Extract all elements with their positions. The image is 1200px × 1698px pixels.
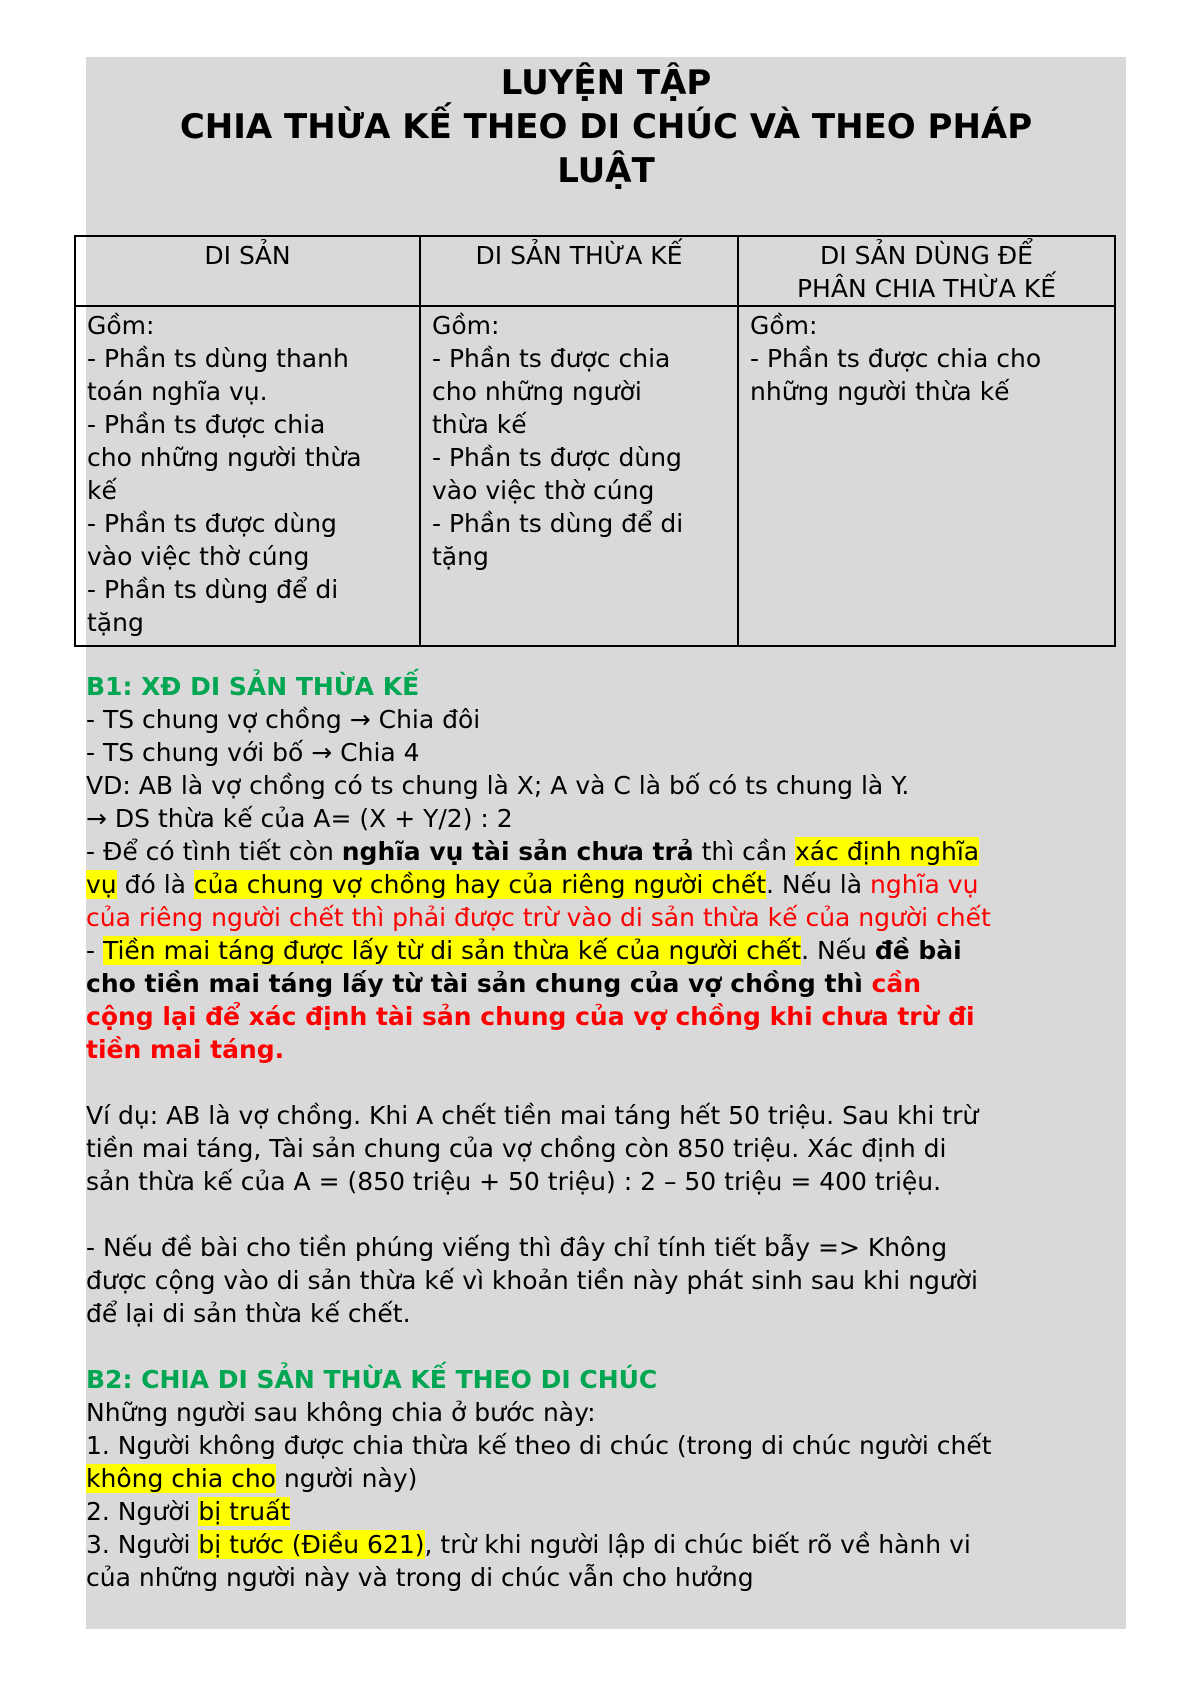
example-line: tiền mai táng, Tài sản chung của vợ chồng còn 850 triệu. Xác định di [86,1134,947,1163]
page-title [86,61,1126,193]
cell-line: cho những người [432,377,642,406]
cell-line: cho những người thừa [87,443,362,472]
b1-line: - Tiền mai táng được lấy từ di sản thừa kế của người chết. Nếu đề bài [86,936,962,965]
cell-line: kế [87,476,117,505]
b2-line: không chia cho người này) [86,1464,418,1493]
cell-line: - Phần ts được chia [432,344,671,373]
b1-line: - Để có tình tiết còn nghĩa vụ tài sản chưa trả thì cần xác định nghĩa [86,837,980,866]
table-header-row [75,236,1115,306]
b2-line: 3. Người bị tước (Điều 621), trừ khi người lập di chúc biết rõ về hành vi [86,1530,971,1559]
cell-line: - Phần ts dùng thanh [87,344,349,373]
b2-line: của những người này và trong di chúc vẫn cho hưởng [86,1563,754,1592]
cell-line: - Phần ts được chia [87,410,326,439]
inheritance-table [74,235,1116,647]
cell-col3 [738,306,1115,646]
header-di-san: DI SẢN [75,236,420,306]
example-line: sản thừa kế của A = (850 triệu + 50 triệu) : 2 – 50 triệu = 400 triệu. [86,1167,942,1196]
example-line: Ví dụ: AB là vợ chồng. Khi A chết tiền mai táng hết 50 triệu. Sau khi trừ [86,1101,979,1130]
b2-line: Những người sau không chia ở bước này: [86,1398,596,1427]
b1-line: → DS thừa kế của A= (X + Y/2) : 2 [86,804,513,833]
b1-line: tiền mai táng. [86,1035,285,1064]
cell-line: Gồm: [750,311,818,340]
b1-line: - TS chung vợ chồng → Chia đôi [86,705,481,734]
b2-line: 1. Người không được chia thừa kế theo di chúc (trong di chúc người chết [86,1431,992,1460]
header-di-san-thua-ke: DI SẢN THỪA KẾ [420,236,738,306]
b1-line: VD: AB là vợ chồng có ts chung là X; A và C là bố có ts chung là Y. [86,771,910,800]
b1-line: vụ đó là của chung vợ chồng hay của riêng người chết. Nếu là nghĩa vụ [86,870,979,899]
table-row [75,306,1115,646]
cell-line: - Phần ts dùng để di [87,575,339,604]
b1-line: cộng lại để xác định tài sản chung của vợ chồng khi chưa trừ đi [86,1002,975,1031]
cell-line: tặng [87,608,144,637]
content-body [86,670,1136,1594]
cell-line: Gồm: [432,311,500,340]
b2-heading: B2: CHIA DI SẢN THỪA KẾ THEO DI CHÚC [86,1365,658,1394]
cell-line: - Phần ts được dùng [87,509,337,538]
cell-line: tặng [432,542,489,571]
cell-line: những người thừa kế [750,377,1010,406]
cell-line: vào việc thờ cúng [87,542,310,571]
cell-line: thừa kế [432,410,527,439]
note-line: để lại di sản thừa kế chết. [86,1299,411,1328]
b1-line: - TS chung với bố → Chia 4 [86,738,420,767]
cell-line: vào việc thờ cúng [432,476,655,505]
cell-line: Gồm: [87,311,155,340]
cell-line: - Phần ts được dùng [432,443,682,472]
cell-line: - Phần ts được chia cho [750,344,1042,373]
title-line-2: CHIA THỪA KẾ THEO DI CHÚC VÀ THEO PHÁP [179,107,1033,147]
title-line-1: LUYỆN TẬP [500,63,712,103]
cell-line: - Phần ts dùng để di [432,509,684,538]
cell-line: toán nghĩa vụ. [87,377,268,406]
note-line: được cộng vào di sản thừa kế vì khoản tiền này phát sinh sau khi người [86,1266,979,1295]
document-page [86,57,1126,1629]
cell-col1 [75,306,420,646]
b1-line: của riêng người chết thì phải được trừ vào di sản thừa kế của người chết [86,903,991,932]
title-line-3: LUẬT [557,151,655,191]
cell-col2 [420,306,738,646]
header-di-san-phan-chia: DI SẢN DÙNG ĐỂ PHÂN CHIA THỪA KẾ [738,236,1115,306]
b1-line: cho tiền mai táng lấy từ tài sản chung của vợ chồng thì cần [86,969,922,998]
note-line: - Nếu đề bài cho tiền phúng viếng thì đây chỉ tính tiết bẫy => Không [86,1233,948,1262]
b1-heading: B1: XĐ DI SẢN THỪA KẾ [86,672,420,701]
b2-line: 2. Người bị truất [86,1497,291,1526]
